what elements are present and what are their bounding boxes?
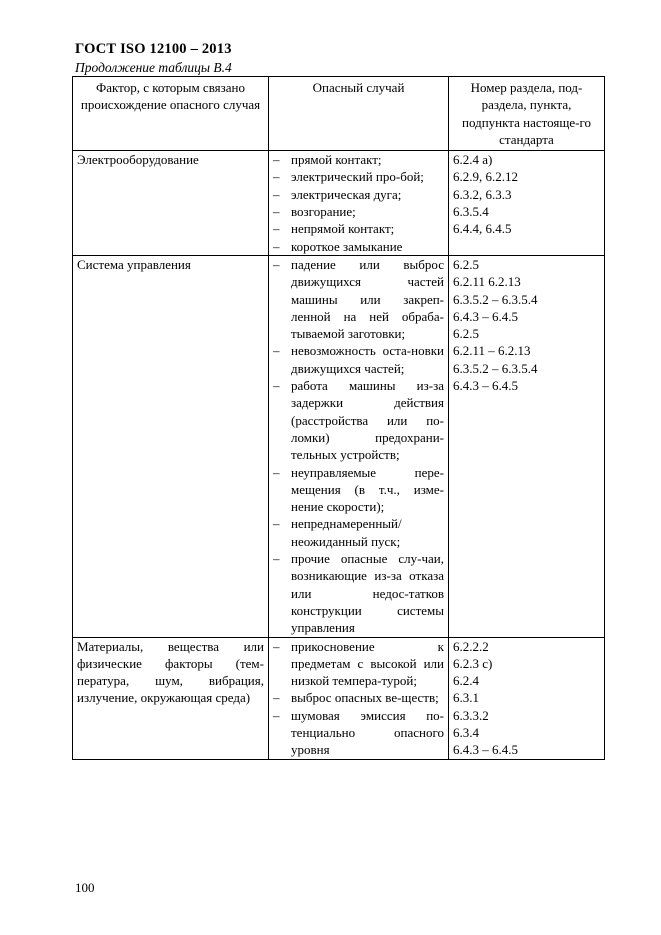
- dash-marker: –: [273, 256, 280, 272]
- dash-marker: –: [273, 221, 280, 237]
- reference-item: 6.2.9, 6.2.12: [453, 169, 518, 185]
- reference-item: 6.2.3 с): [453, 655, 493, 671]
- reference-item: 6.4.4, 6.4.5: [453, 221, 512, 237]
- hazard-item: – непрямой контакт;: [273, 221, 395, 237]
- page-number: 100: [75, 880, 95, 895]
- hazards-cell: [269, 151, 449, 256]
- dash-marker: –: [273, 378, 280, 394]
- reference-item: 6.4.3 – 6.4.5: [453, 378, 518, 394]
- dash-marker: –: [273, 464, 280, 480]
- reference-cell: [449, 255, 605, 637]
- reference-item: 6.3.3.2: [453, 707, 489, 723]
- hazards-cell: [269, 637, 449, 759]
- dash-marker: –: [273, 152, 280, 168]
- dash-marker: –: [273, 169, 280, 185]
- factor-cell: Материалы, вещества или физические факторы (тем-пература, шум, вибрация, излучение, окружающая среда): [73, 637, 269, 759]
- hazard-item: – короткое замыкание: [273, 238, 403, 254]
- reference-item: 6.3.1: [453, 690, 479, 706]
- hazards-table: [72, 76, 605, 760]
- reference-item: 6.2.4 а): [453, 152, 493, 168]
- hazard-item: – выброс опасных ве-ществ;: [273, 690, 439, 706]
- dash-marker: –: [273, 638, 280, 654]
- table-row: [73, 637, 605, 759]
- column-header-reference: Номер раздела, под-раздела, пункта, подпункта настояще-го стандарта: [449, 77, 605, 151]
- reference-item: 6.2.11 6.2.13: [453, 274, 521, 290]
- dash-marker: –: [273, 343, 280, 359]
- reference-item: 6.2.5: [453, 256, 479, 272]
- factor-cell: Электрооборудование: [73, 151, 269, 256]
- dash-marker: –: [273, 204, 280, 220]
- dash-marker: –: [273, 516, 280, 532]
- hazard-item: – невозможность оста-новки движущихся частей;: [273, 343, 444, 376]
- hazard-item: – неуправляемые пере-мещения (в т.ч., изме-нение скорости);: [273, 464, 444, 515]
- reference-item: 6.2.11 – 6.2.13: [453, 343, 531, 359]
- hazard-item: – прямой контакт;: [273, 152, 382, 168]
- hazard-item: – электрическая дуга;: [273, 186, 402, 202]
- column-header-factor: Фактор, с которым связано происхождение опасного случая: [73, 77, 269, 151]
- reference-item: 6.3.4: [453, 724, 479, 740]
- factor-cell: Система управления: [73, 255, 269, 637]
- reference-item: 6.4.3 – 6.4.5: [453, 308, 518, 324]
- reference-item: 6.3.5.2 – 6.3.5.4: [453, 360, 538, 376]
- dash-marker: –: [273, 551, 280, 567]
- hazards-cell: [269, 255, 449, 637]
- reference-item: 6.2.2.2: [453, 638, 489, 654]
- hazard-item: – шумовая эмиссия по-тенциально опасного уровня: [273, 707, 444, 758]
- column-header-hazard: Опасный случай: [269, 77, 449, 151]
- dash-marker: –: [273, 707, 280, 723]
- hazard-item: – непреднамеренный/ неожиданный пуск;: [273, 516, 402, 549]
- reference-item: 6.3.5.2 – 6.3.5.4: [453, 291, 538, 307]
- hazard-item: – возгорание;: [273, 204, 356, 220]
- table-row: [73, 151, 605, 256]
- dash-marker: –: [273, 186, 280, 202]
- dash-marker: –: [273, 690, 280, 706]
- hazard-item: – электрический про-бой;: [273, 169, 424, 185]
- reference-cell: [449, 637, 605, 759]
- table-continuation-label: Продолжение таблицы В.4: [75, 60, 232, 75]
- hazard-item: – прочие опасные слу-чаи, возникающие из-за отказа или недос-татков конструкции системы управления: [273, 551, 444, 636]
- reference-item: 6.2.5: [453, 326, 479, 342]
- reference-cell: [449, 151, 605, 256]
- reference-item: 6.3.5.4: [453, 204, 489, 220]
- reference-item: 6.3.2, 6.3.3: [453, 186, 512, 202]
- dash-marker: –: [273, 238, 280, 254]
- table-row: [73, 255, 605, 637]
- hazard-item: – падение или выброс движущихся частей машины или закреп-ленной на ней обраба-тываемой заготовки;: [273, 256, 444, 342]
- hazard-item: – прикосновение к предметам с высокой или низкой темпера-турой;: [273, 638, 444, 689]
- document-title: ГОСТ ISO 12100 – 2013: [75, 41, 232, 57]
- hazard-item: – работа машины из-за задержки действия (расстройства или по-ломки) предохрани-тельных устройств;: [273, 378, 444, 463]
- reference-item: 6.4.3 – 6.4.5: [453, 742, 518, 758]
- table-header-row: [73, 77, 605, 151]
- reference-item: 6.2.4: [453, 673, 479, 689]
